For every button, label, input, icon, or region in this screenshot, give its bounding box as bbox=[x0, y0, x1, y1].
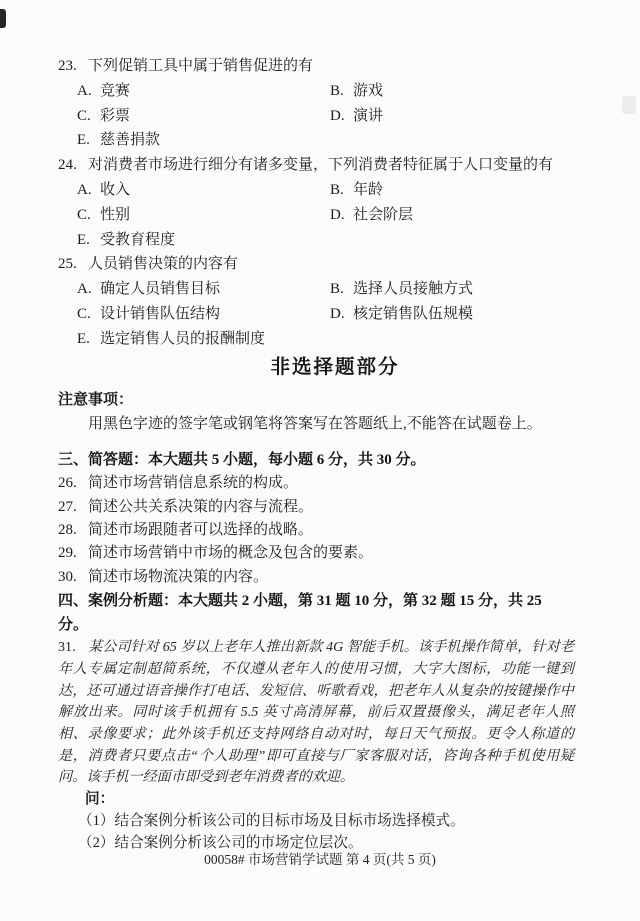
option-text: 选定销售人员的报酬制度 bbox=[100, 330, 266, 347]
question-24-options bbox=[77, 178, 574, 252]
notice-body: 用黑色字迹的签字笔或钢笔将答案写在答题纸上,不能答在试题卷上。 bbox=[88, 416, 542, 433]
case-analysis-heading: 四、案例分析题：本大题共 2 小题，第 31 题 10 分，第 32 题 15 分，共 25 分。 bbox=[58, 593, 542, 634]
question-29 bbox=[58, 542, 574, 565]
option-text: 受教育程度 bbox=[100, 231, 176, 248]
question-text: 人员销售决策的内容有 bbox=[88, 256, 239, 273]
question-number: 25. bbox=[58, 256, 77, 273]
option-text: 选择人员接触方式 bbox=[353, 281, 474, 298]
question-number: 29. bbox=[58, 545, 77, 562]
question-number: 24. bbox=[58, 157, 77, 174]
option-text: 慈善捐款 bbox=[100, 132, 161, 149]
notice-heading: 注意事项： bbox=[58, 391, 134, 408]
option-text: 设计销售队伍结构 bbox=[100, 305, 221, 322]
option-d bbox=[330, 203, 574, 228]
question-text: 简述市场物流决策的内容。 bbox=[88, 568, 269, 585]
option-label: C. bbox=[77, 305, 91, 322]
option-label: B. bbox=[330, 281, 344, 298]
option-e bbox=[77, 327, 330, 352]
option-a bbox=[77, 277, 330, 302]
question-25-options bbox=[77, 277, 574, 351]
option-label: E. bbox=[77, 132, 90, 149]
option-a bbox=[77, 79, 330, 104]
question-number: 28. bbox=[58, 521, 77, 538]
question-23 bbox=[58, 54, 574, 79]
option-d bbox=[330, 104, 574, 129]
ask-label: 问： bbox=[85, 791, 115, 808]
option-c bbox=[77, 203, 330, 228]
option-text: 性别 bbox=[100, 206, 131, 223]
sub-question-2: （2）结合案例分析该公司的市场定位层次。 bbox=[78, 834, 363, 851]
option-c bbox=[77, 302, 330, 327]
option-label: B. bbox=[330, 82, 344, 99]
question-23-options bbox=[77, 79, 574, 153]
option-text: 演讲 bbox=[353, 107, 384, 124]
question-number: 30. bbox=[58, 568, 77, 585]
option-text: 竞赛 bbox=[100, 82, 131, 99]
option-label: A. bbox=[77, 82, 92, 99]
question-number: 26. bbox=[58, 475, 77, 492]
question-24 bbox=[58, 153, 574, 178]
option-label: D. bbox=[330, 107, 345, 124]
option-label: D. bbox=[330, 305, 345, 322]
question-31-case-text bbox=[58, 637, 574, 789]
option-label: C. bbox=[77, 206, 91, 223]
option-a bbox=[77, 178, 330, 203]
question-text: 简述市场跟随者可以选择的战略。 bbox=[88, 521, 314, 538]
option-label: D. bbox=[330, 206, 345, 223]
question-text: 简述公共关系决策的内容与流程。 bbox=[88, 498, 314, 515]
option-label: A. bbox=[77, 181, 92, 198]
scan-smudge-artifact bbox=[622, 96, 636, 114]
question-28 bbox=[58, 519, 574, 542]
option-b bbox=[330, 79, 574, 104]
question-text: 简述市场营销信息系统的构成。 bbox=[88, 475, 299, 492]
question-number: 31. bbox=[58, 639, 76, 656]
option-b bbox=[330, 178, 574, 203]
question-number: 27. bbox=[58, 498, 77, 515]
option-e bbox=[77, 128, 330, 153]
option-c bbox=[77, 104, 330, 129]
scan-edge-artifact bbox=[0, 9, 6, 28]
question-25 bbox=[58, 252, 574, 277]
case-paragraph: 某公司针对 65 岁以上老年人推出新款 4G 智能手机。该手机操作简单，针对老年人专属定制超简系统，不仅遵从老年人的使用习惯，大字大图标，功能一键到达，还可通过语音操作打电话、发短信、听歌看戏，把老年人从复杂的按键操作中解放出来。同时该手机拥有 5.5 英寸高清屏幕，前后双置摄像头，满足老年人照相、录像要求；此外该手机还支持网络自动对时，每日天气预报。更令人称道的是，消费者只要点击“个人助理”即可直接与厂家客服对话，咨询各种手机使用疑问。该手机一经面市即受到老年消费者的欢迎。 bbox=[58, 639, 574, 786]
option-text: 收入 bbox=[100, 181, 131, 198]
question-30 bbox=[58, 566, 574, 589]
question-text: 下列促销工具中属于销售促进的有 bbox=[88, 58, 314, 74]
option-text: 确定人员销售目标 bbox=[100, 281, 221, 298]
question-27 bbox=[58, 496, 574, 519]
option-e bbox=[77, 228, 330, 253]
option-text: 游戏 bbox=[353, 82, 384, 99]
option-label: C. bbox=[77, 107, 91, 124]
option-label: A. bbox=[77, 281, 92, 298]
sub-question-1: （1）结合案例分析该公司的目标市场及目标市场选择模式。 bbox=[78, 812, 465, 829]
option-label: B. bbox=[330, 181, 344, 198]
option-text: 年龄 bbox=[353, 181, 384, 198]
page-footer: 00058# 市场营销学试题 第 4 页(共 5 页) bbox=[204, 852, 436, 867]
option-label: E. bbox=[77, 330, 90, 347]
option-d bbox=[330, 302, 574, 327]
question-26 bbox=[58, 472, 574, 495]
option-text: 核定销售队伍规模 bbox=[353, 305, 474, 322]
option-label: E. bbox=[77, 231, 90, 248]
section-title: 非选择题部分 bbox=[270, 356, 400, 378]
option-text: 彩票 bbox=[100, 107, 131, 124]
short-answer-heading: 三、简答题：本大题共 5 小题，每小题 6 分，共 30 分。 bbox=[58, 452, 426, 469]
question-text: 对消费者市场进行细分有诸多变量，下列消费者特征属于人口变量的有 bbox=[88, 157, 554, 174]
question-text: 简述市场营销中市场的概念及包含的要素。 bbox=[88, 545, 374, 562]
option-b bbox=[330, 277, 574, 302]
option-text: 社会阶层 bbox=[353, 206, 414, 223]
question-number: 23. bbox=[58, 58, 77, 74]
